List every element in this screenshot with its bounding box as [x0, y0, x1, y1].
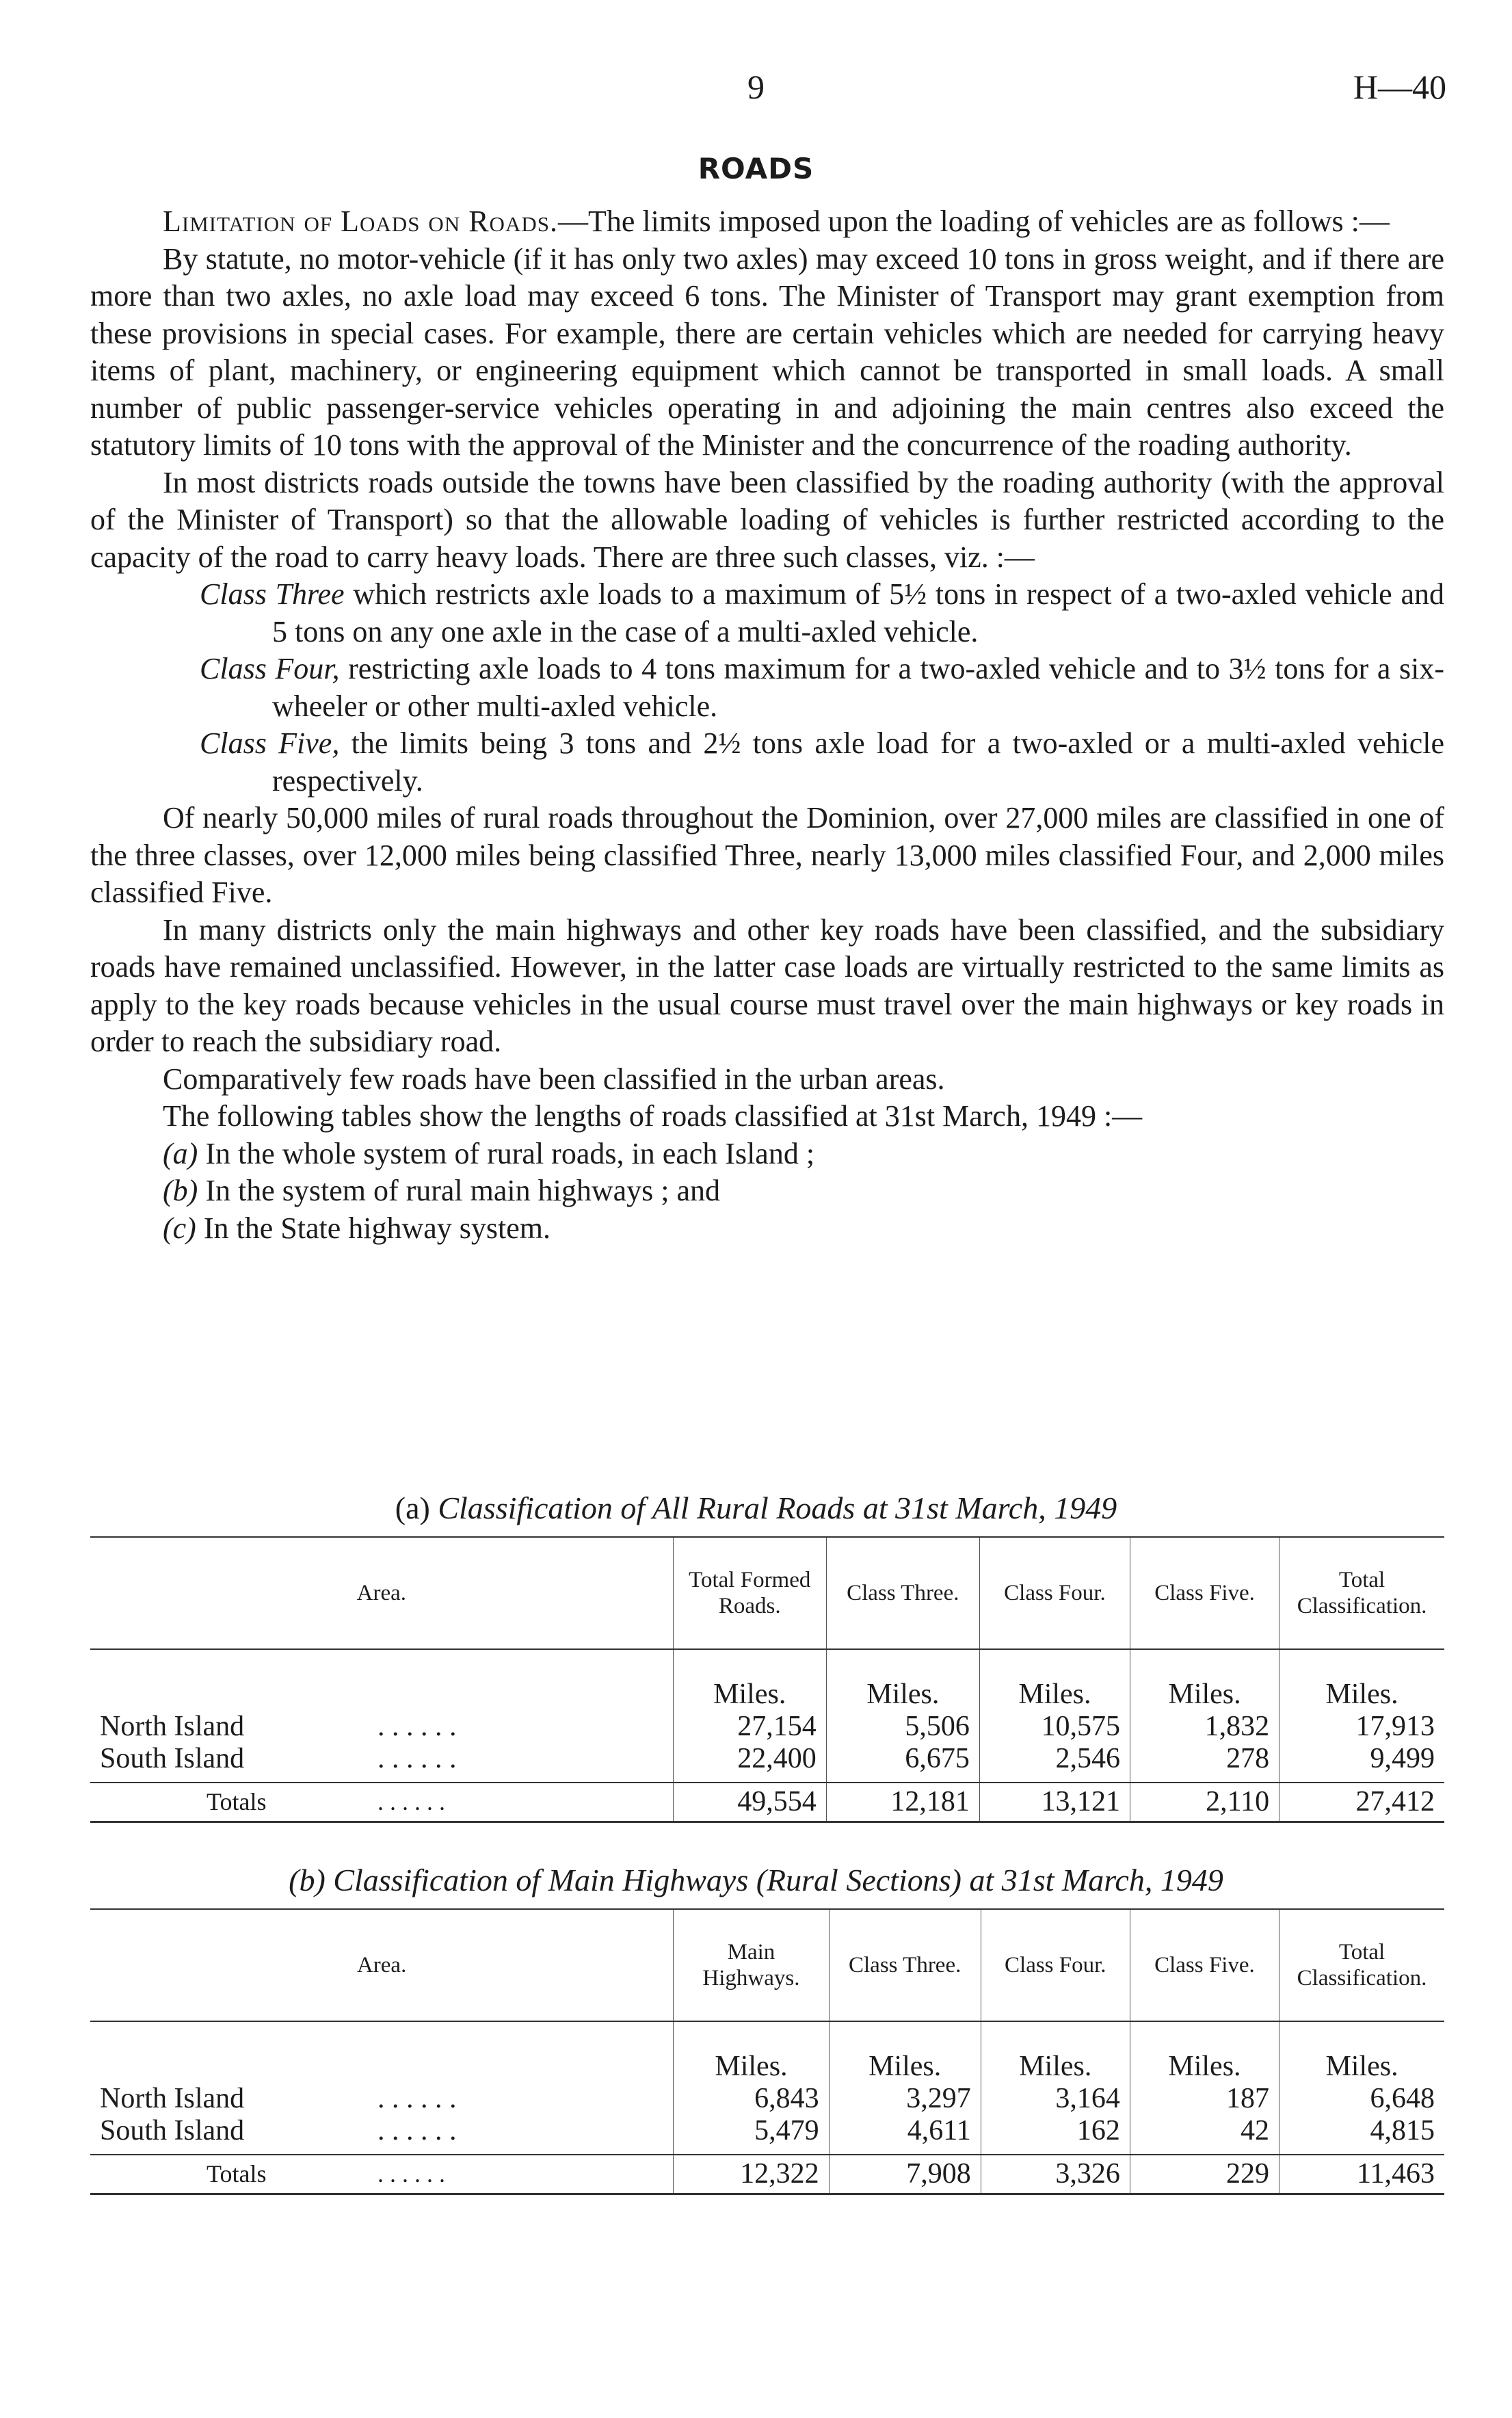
- table-a: [90, 1536, 1444, 1823]
- table-b-cell: 162: [981, 2115, 1130, 2155]
- table-b-units-row: [90, 2021, 1444, 2083]
- table-b-cell: 4,611: [829, 2115, 981, 2155]
- table-b-caption-marker: (b): [289, 1863, 326, 1897]
- table-a-col-total-class: Total Classification.: [1279, 1537, 1444, 1649]
- table-b-caption-text: Classification of Main Highways (Rural Sections) at 31st March, 1949: [333, 1863, 1223, 1897]
- table-a-total-cell: 27,412: [1279, 1783, 1444, 1822]
- table-b-row-area: North Island: [100, 2083, 245, 2114]
- table-a-col-class-five: Class Five.: [1130, 1537, 1279, 1649]
- table-a-cell: 22,400: [673, 1743, 826, 1783]
- page-number: 9: [747, 68, 765, 106]
- table-a-caption-marker: (a): [395, 1490, 430, 1525]
- table-b-col-main-highways: Main Highways.: [674, 1909, 829, 2021]
- class-three-text: which restricts axle loads to a maximum of 5½ tons in respect of a two-axled vehicle and 5 tons on any one axle in the case of a multi-axled vehicle.: [272, 577, 1444, 648]
- table-b-col-area: Area.: [90, 1909, 674, 2021]
- list-text-b: In the system of rural main highways ; and: [205, 1174, 721, 1207]
- table-a-cell: 1,832: [1130, 1711, 1279, 1743]
- table-b-col-class-four: Class Four.: [981, 1909, 1130, 2021]
- class-five-item: [90, 725, 1444, 800]
- table-a-total-cell: 2,110: [1130, 1783, 1279, 1822]
- table-b-caption: [0, 1862, 1512, 1898]
- tables-intro-paragraph: The following tables show the lengths of roads classified at 31st March, 1949 :—: [163, 1099, 1143, 1133]
- table-a-header-row: [90, 1537, 1444, 1649]
- list-text-c: In the State highway system.: [203, 1211, 551, 1245]
- table-a-totals-row: [90, 1783, 1444, 1822]
- table-row: [90, 2115, 1444, 2155]
- table-b-total-cell: 11,463: [1279, 2155, 1444, 2194]
- leader-dots: . . . . . .: [377, 2160, 445, 2187]
- statute-paragraph: By statute, no motor-vehicle (if it has only two axles) may exceed 10 tons in gross weight, and if there are more than two axles, no axle load may exceed 6 tons. The Minister of Transport may grant exemption from these provisions in special cases. For example, there are certain vehicles which are needed for carrying heavy items of plant, machinery, or engineering equipment which cannot be transported in small loads. A small number of public passenger-service vehicles operating in and adjoining the main centres also exceed the statutory limits of 10 tons with the approval of the Minister and the concurrence of the roading authority.: [90, 241, 1444, 462]
- table-b-cell: 6,843: [674, 2083, 829, 2115]
- list-marker-b: (b): [163, 1174, 198, 1207]
- many-districts-paragraph: In many districts only the main highways and other key roads have been classified, and the subsidiary roads have remained unclassified. However, in the latter case loads are virtually restricted to the same limits as apply to the key roads because vehicles in the usual course must travel over the main highways or key roads in order to reach the subsidiary road.: [90, 912, 1444, 1058]
- table-b-cell: 6,648: [1279, 2083, 1444, 2115]
- table-b-col-total-class: Total Classification.: [1279, 1909, 1444, 2021]
- table-a-total-cell: 49,554: [673, 1783, 826, 1822]
- table-a-unit: Miles.: [979, 1649, 1130, 1711]
- table-b-totals-label: Totals: [207, 2160, 267, 2187]
- table-a-caption-text: Classification of All Rural Roads at 31st March, 1949: [438, 1490, 1117, 1525]
- districts-paragraph: In most districts roads outside the towns have been classified by the roading authority (with the approval of the Minister of Transport) so that the allowable loading of vehicles is further restricted according to the capacity of the road to carry heavy loads. There are three such classes, viz. :—: [90, 465, 1444, 574]
- class-five-name: Class Five,: [200, 726, 340, 760]
- table-a-cell: 17,913: [1279, 1711, 1444, 1743]
- section-heading: ROADS: [698, 152, 814, 185]
- table-b-total-cell: 229: [1130, 2155, 1279, 2194]
- intro-caption: Limitation of Loads on Roads.: [163, 205, 558, 238]
- table-a-caption: [0, 1490, 1512, 1526]
- table-a-totals-label: Totals: [207, 1788, 267, 1815]
- table-b-col-class-five: Class Five.: [1130, 1909, 1279, 2021]
- table-a-row-area: South Island: [100, 1743, 245, 1774]
- table-a-row-area: North Island: [100, 1711, 245, 1742]
- intro-paragraph: [90, 203, 1444, 241]
- list-marker-c: (c): [163, 1211, 196, 1245]
- table-b-total-cell: 3,326: [981, 2155, 1130, 2194]
- table-a-cell: 6,675: [826, 1743, 979, 1783]
- class-three-item: [90, 576, 1444, 651]
- intro-rest: —The limits imposed upon the loading of vehicles are as follows :—: [557, 205, 1390, 238]
- table-row: [90, 1711, 1444, 1743]
- table-b-row-area: South Island: [100, 2115, 245, 2146]
- table-b-header-row: [90, 1909, 1444, 2021]
- table-b-totals-row: [90, 2155, 1444, 2194]
- table-a-unit: Miles.: [1279, 1649, 1444, 1711]
- leader-dots: . . . . . .: [377, 1743, 457, 1774]
- table-b-total-cell: 7,908: [829, 2155, 981, 2194]
- table-b-cell: 3,164: [981, 2083, 1130, 2115]
- document-reference: H—40: [1353, 68, 1446, 106]
- table-b-unit: Miles.: [829, 2021, 981, 2083]
- table-b-unit: Miles.: [981, 2021, 1130, 2083]
- list-item-c: [90, 1210, 1444, 1248]
- table-a-unit: Miles.: [1130, 1649, 1279, 1711]
- table-a-cell: 5,506: [826, 1711, 979, 1743]
- table-a-cell: 9,499: [1279, 1743, 1444, 1783]
- table-b: [90, 1908, 1444, 2195]
- table-b-cell: 3,297: [829, 2083, 981, 2115]
- leader-dots: . . . . . .: [377, 2115, 457, 2146]
- class-four-text: restricting axle loads to 4 tons maximum for a two-axled vehicle and to 3½ tons for a six-wheeler or other multi-axled vehicle.: [272, 652, 1444, 723]
- leader-dots: . . . . . .: [377, 1711, 457, 1742]
- table-b-unit: Miles.: [1130, 2021, 1279, 2083]
- table-row: [90, 2083, 1444, 2115]
- table-a-units-row: [90, 1649, 1444, 1711]
- table-b-cell: 187: [1130, 2083, 1279, 2115]
- body-text: [90, 203, 1444, 1247]
- table-a-cell: 2,546: [979, 1743, 1130, 1783]
- leader-dots: . . . . . .: [377, 2083, 457, 2114]
- class-four-name: Class Four,: [200, 652, 340, 685]
- class-four-item: [90, 651, 1444, 725]
- table-b-total-cell: 12,322: [674, 2155, 829, 2194]
- urban-paragraph: Comparatively few roads have been classified in the urban areas.: [163, 1062, 945, 1096]
- table-a-total-cell: 13,121: [979, 1783, 1130, 1822]
- list-item-a: [90, 1135, 1444, 1173]
- table-b-col-class-three: Class Three.: [829, 1909, 981, 2021]
- class-five-text: the limits being 3 tons and 2½ tons axle load for a two-axled or a multi-axled vehicle respectively.: [272, 726, 1444, 798]
- table-a-total-cell: 12,181: [826, 1783, 979, 1822]
- class-three-name: Class Three: [200, 577, 345, 611]
- table-row: [90, 1743, 1444, 1783]
- table-a-cell: 10,575: [979, 1711, 1130, 1743]
- table-b-unit: Miles.: [674, 2021, 829, 2083]
- leader-dots: . . . . . .: [377, 1788, 445, 1815]
- table-a-cell: 27,154: [673, 1711, 826, 1743]
- table-a-col-class-four: Class Four.: [979, 1537, 1130, 1649]
- rural-paragraph: Of nearly 50,000 miles of rural roads throughout the Dominion, over 27,000 miles are classified in one of the three classes, over 12,000 miles being classified Three, nearly 13,000 miles classified Four, and 2,000 miles classified Five.: [90, 801, 1444, 909]
- table-a-col-area: Area.: [90, 1537, 673, 1649]
- table-a-cell: 278: [1130, 1743, 1279, 1783]
- table-a-col-total-formed: Total Formed Roads.: [673, 1537, 826, 1649]
- table-a-unit: Miles.: [673, 1649, 826, 1711]
- list-marker-a: (a): [163, 1136, 198, 1170]
- table-b-unit: Miles.: [1279, 2021, 1444, 2083]
- table-a-col-class-three: Class Three.: [826, 1537, 979, 1649]
- list-item-b: [90, 1172, 1444, 1210]
- table-b-cell: 5,479: [674, 2115, 829, 2155]
- table-a-unit: Miles.: [826, 1649, 979, 1711]
- table-b-cell: 42: [1130, 2115, 1279, 2155]
- list-text-a: In the whole system of rural roads, in each Island ;: [205, 1136, 815, 1170]
- table-b-cell: 4,815: [1279, 2115, 1444, 2155]
